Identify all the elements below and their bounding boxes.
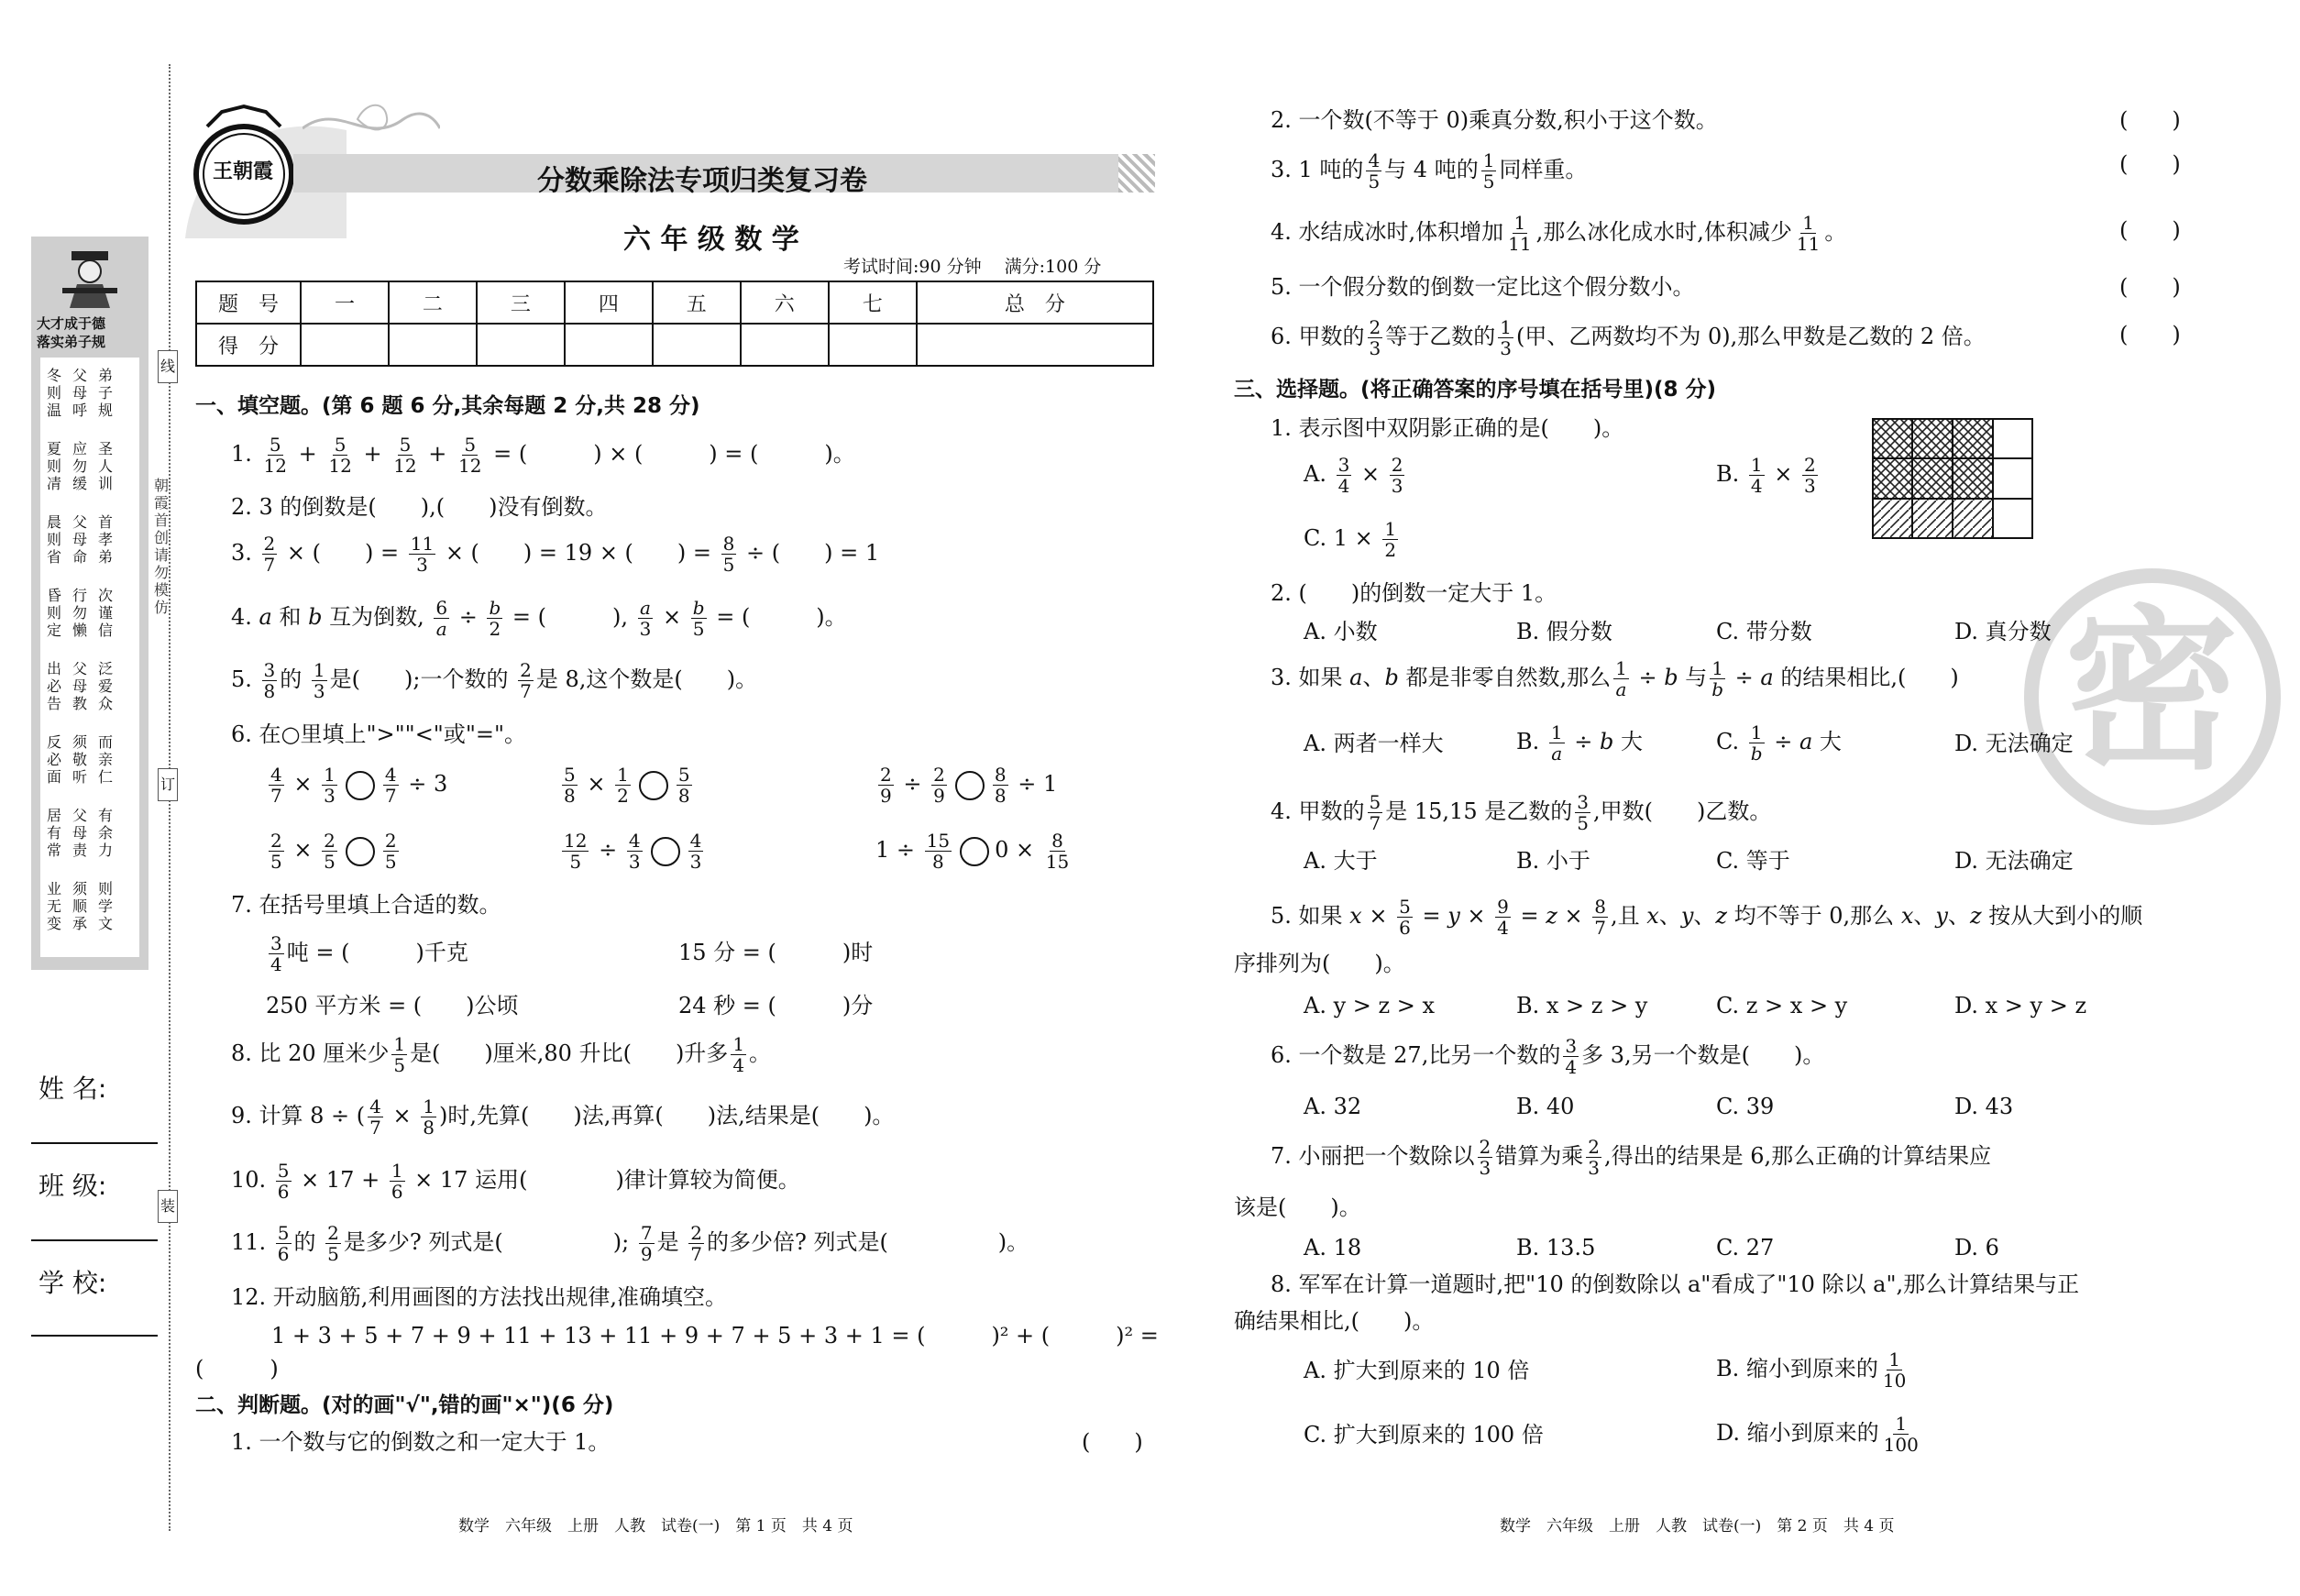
sidebar-verse: 弟子规 — [97, 367, 113, 419]
judge-1-answer[interactable]: ( ) — [1082, 1429, 1143, 1455]
q12-end: ( ) — [195, 1356, 279, 1381]
sidebar-verse: 父母教 — [72, 660, 87, 712]
choice-3-d: D. 无法确定 — [1954, 731, 2074, 756]
choice-option[interactable]: C. 等于 — [1716, 848, 1790, 874]
score-table — [195, 281, 1154, 367]
sidebar-verse: 父母呼 — [72, 367, 87, 419]
section-1-heading: 一、填空题。(第 6 题 6 分,其余每题 2 分,共 28 分) — [195, 394, 700, 418]
score-header-cell: 五 — [653, 281, 741, 324]
sidebar-verse: 业无变 — [46, 880, 61, 932]
choice-5-cont: 序排列为( )。 — [1234, 951, 1405, 976]
question-1-11: 11. $\frac{5}{6}$ 的 $\frac{2}{5}$ 是多少? 列式是( ); $\frac{7}{9}$ 是 $\frac{2}{7}$ 的多少倍? 列式是( )。 — [231, 1222, 1029, 1265]
footer-right: 数学 六年级 上册 人教 试卷(一) 第 2 页 共 4 页 — [1500, 1517, 1895, 1535]
judge-answer-paren[interactable]: ( ) — [2119, 217, 2181, 243]
choice-8-a: A. 扩大到原来的 10 倍 — [1304, 1358, 1530, 1383]
sidebar-verse: 晨则省 — [46, 513, 61, 566]
line-mark-3: 装 — [158, 1190, 178, 1223]
choice-option[interactable]: A. y > z > x — [1304, 993, 1436, 1018]
class-label: 班 级: — [39, 1171, 107, 1201]
judge-2: 2. 一个数(不等于 0)乘真分数,积小于这个数。 — [1271, 107, 1718, 133]
choice-5: 5. 如果 x × $\frac{5}{6}$ = y × $\frac{9}{4}$ = z × $\frac{8}{7}$ ,且 x、y、z 均不等于 0,那么 x、y、z 按从大到小的顺 — [1271, 896, 2143, 939]
choice-8-b: B. 缩小到原来的 $\frac{1}{10}$ — [1716, 1348, 1907, 1392]
choice-8-line2: 确结果相比,( )。 — [1234, 1308, 1435, 1334]
compare-3: $\frac{2}{9}$ ÷ $\frac{2}{9}$ $\frac{8}{8}$ ÷ 1 — [880, 764, 1058, 807]
score-cell[interactable] — [477, 324, 565, 366]
section-2-heading: 二、判断题。(对的画"√",错的画"×")(6 分) — [195, 1393, 614, 1417]
sidebar-motto-1: 大才成于德 — [37, 315, 106, 332]
sidebar-verse: 出必告 — [46, 660, 61, 712]
choice-7-cont: 该是( )。 — [1234, 1194, 1361, 1220]
choice-3-b: B. $\frac{1}{a}$ ÷ b 大 — [1516, 721, 1644, 765]
choice-option[interactable]: B. 13.5 — [1516, 1235, 1596, 1260]
choice-option[interactable]: A. 大于 — [1304, 848, 1378, 874]
sidebar-motto-2: 落实弟子规 — [37, 334, 106, 350]
choice-3-c: C. $\frac{1}{b}$ ÷ a 大 — [1716, 721, 1842, 765]
sidebar-verse: 应勿缓 — [72, 440, 87, 492]
question-1-10: 10. $\frac{5}{6}$ × 17 + $\frac{1}{6}$ × 17 运用( )律计算较为简便。 — [231, 1160, 800, 1203]
judge-1: 1. 一个数与它的倒数之和一定大于 1。 — [231, 1429, 611, 1455]
sidebar-verse: 夏则凊 — [46, 440, 61, 492]
choice-2: 2. ( )的倒数一定大于 1。 — [1271, 580, 1557, 606]
choice-6: 6. 一个数是 27,比另一个数的 $\frac{3}{4}$ 多 3,另一个数是( )。 — [1271, 1035, 1825, 1078]
choice-4: 4. 甲数的 $\frac{5}{7}$ 是 15,15 是乙数的 $\frac{3}{5}$ ,甲数( )乙数。 — [1271, 791, 1772, 834]
question-1-2: 2. 3 的倒数是( ),( )没有倒数。 — [231, 494, 608, 520]
question-1-8: 8. 比 20 厘米少 $\frac{1}{5}$ 是( )厘米,80 升比( )升多 $\frac{1}{4}$ 。 — [231, 1033, 772, 1076]
choice-option[interactable]: B. 小于 — [1516, 848, 1590, 874]
shaded-grid-figure — [1872, 418, 2033, 543]
question-1-4: 4. a 和 b 互为倒数, $\frac{6}{a}$ ÷ $\frac{b}{2}$ = ( ), $\frac{a}{3}$ × $\frac{b}{5}$ = ( )。 — [231, 597, 847, 640]
score-cell[interactable] — [389, 324, 477, 366]
choice-8-c: C. 扩大到原来的 100 倍 — [1304, 1422, 1544, 1447]
ribbon-decoration — [303, 101, 440, 156]
choice-option[interactable]: A. 32 — [1304, 1094, 1362, 1119]
line-mark-1: 线 — [158, 350, 178, 383]
sidebar-verse: 圣人训 — [97, 440, 113, 492]
sidebar-verse: 而亲仁 — [97, 733, 113, 786]
confidential-stamp — [2024, 568, 2281, 825]
q7-item-c: 250 平方米 = ( )公顷 — [266, 993, 519, 1018]
compare-circle[interactable] — [346, 771, 375, 800]
sidebar-verse: 须顺承 — [72, 880, 87, 932]
judge-4: 4. 水结成冰时,体积增加 $\frac{1}{11}$ ,那么冰化成水时,体积减少 $\frac{1}{11}$ 。 — [1271, 212, 1847, 255]
sidebar-verse: 须敬听 — [72, 733, 87, 786]
compare-2: $\frac{5}{8}$ × $\frac{1}{2}$ $\frac{5}{8}$ — [564, 764, 690, 807]
choice-3: 3. 如果 a、b 都是非零自然数,那么 $\frac{1}{a}$ ÷ b 与 $\frac{1}{b}$ ÷ a 的结果相比,( ) — [1271, 657, 1959, 700]
score-header-cell: 六 — [741, 281, 829, 324]
compare-1: $\frac{4}{7}$ × $\frac{1}{3}$ $\frac{4}{7}$ ÷ 3 — [270, 764, 448, 807]
line-mark-2: 订 — [158, 768, 178, 801]
choice-1-a: A. $\frac{3}{4}$ × $\frac{2}{3}$ — [1304, 454, 1403, 497]
q7-item-d: 24 秒 = ( )分 — [678, 993, 874, 1018]
score-label: 得 分 — [196, 324, 301, 366]
exam-info: 考试时间:90 分钟 满分:100 分 — [843, 257, 1102, 277]
title-bar-dots — [1118, 154, 1155, 193]
compare-circle[interactable] — [651, 837, 680, 866]
judge-answer-paren[interactable]: ( ) — [2119, 151, 2181, 177]
question-1-5: 5. $\frac{3}{8}$ 的 $\frac{1}{3}$ 是( );一个数的 $\frac{2}{7}$ 是 8,这个数是( )。 — [231, 659, 758, 702]
question-1-9: 9. 计算 8 ÷ ( $\frac{4}{7}$ × $\frac{1}{8}$ )时,先算( )法,再算( )法,结果是( )。 — [231, 1095, 895, 1139]
sidebar-verse: 冬则温 — [46, 367, 61, 419]
choice-option[interactable]: C. z > x > y — [1716, 993, 1848, 1018]
subject-title: 六 年 级 数 学 — [623, 224, 799, 256]
choice-option[interactable]: C. 27 — [1716, 1235, 1775, 1260]
choice-1-c: C. 1 × $\frac{1}{2}$ — [1304, 518, 1397, 561]
choice-option[interactable]: D. 真分数 — [1954, 619, 2052, 644]
q7-item-b: 15 分 = ( )时 — [678, 940, 874, 965]
score-cell[interactable] — [653, 324, 741, 366]
name-line[interactable] — [31, 1142, 158, 1144]
compare-circle[interactable] — [346, 837, 375, 866]
logo-text: 王朝霞 — [213, 160, 274, 183]
choice-option[interactable]: B. 40 — [1516, 1094, 1575, 1119]
compare-5: $\frac{12}{5}$ ÷ $\frac{4}{3}$ $\frac{4}{3}$ — [564, 830, 702, 873]
name-label: 姓 名: — [39, 1073, 107, 1104]
judge-5: 5. 一个假分数的倒数一定比这个假分数小。 — [1271, 274, 1695, 300]
stamp-text: 密 — [2064, 590, 2239, 793]
question-1-6: 6. 在○里填上">""<"或"="。 — [231, 721, 527, 747]
compare-6: 1 ÷ $\frac{15}{8}$ 0 × $\frac{8}{15}$ — [875, 830, 1070, 873]
score-header-cell: 总 分 — [917, 281, 1153, 324]
q7-item-a-text: 吨 = ( )千克 — [286, 940, 468, 965]
question-1-3: 3. $\frac{2}{7}$ × ( ) = $\frac{11}{3}$ × ( ) = 19 × ( ) = $\frac{8}{5}$ ÷ ( ) = 1 — [231, 533, 880, 576]
question-1-12: 12. 开动脑筋,利用画图的方法找出规律,准确填空。 — [231, 1284, 728, 1310]
choice-option[interactable]: A. 小数 — [1304, 619, 1378, 644]
question-1-1: 1. $\frac{5}{12}$ + $\frac{5}{12}$ + $\frac{5}{12}$ + $\frac{5}{12}$ = ( ) × ( ) = ( )。 — [231, 434, 855, 477]
compare-circle[interactable] — [960, 837, 989, 866]
judge-3: 3. 1 吨的 $\frac{4}{5}$ 与 4 吨的 $\frac{1}{5}$ 同样重。 — [1271, 149, 1588, 193]
score-cell[interactable] — [917, 324, 1153, 366]
question-1-7: 7. 在括号里填上合适的数。 — [231, 892, 501, 918]
sidebar-verse: 次谨信 — [97, 587, 113, 639]
choice-option[interactable]: C. 39 — [1716, 1094, 1775, 1119]
score-header-cell: 二 — [389, 281, 477, 324]
compare-circle[interactable] — [955, 771, 985, 800]
score-cell[interactable] — [741, 324, 829, 366]
compare-circle[interactable] — [639, 771, 668, 800]
score-header-cell: 一 — [301, 281, 389, 324]
section-3-heading: 三、选择题。(将正确答案的序号填在括号里)(8 分) — [1234, 378, 1717, 402]
sidebar-verse: 反必面 — [46, 733, 61, 786]
choice-option[interactable]: A. 18 — [1304, 1235, 1362, 1260]
choice-option[interactable]: B. 假分数 — [1516, 619, 1612, 644]
compare-4: $\frac{2}{5}$ × $\frac{2}{5}$ $\frac{2}{5}$ — [270, 830, 397, 873]
score-cell[interactable] — [829, 324, 917, 366]
judge-answer-paren[interactable]: ( ) — [2119, 322, 2181, 347]
sidebar-verse: 昏则定 — [46, 587, 61, 639]
choice-8-d: D. 缩小到原来的 $\frac{1}{100}$ — [1716, 1413, 1919, 1456]
q7-item-a: $\frac{3}{4}$ 吨 = ( )千克 — [270, 932, 468, 975]
footer-left: 数学 六年级 上册 人教 试卷(一) 第 1 页 共 4 页 — [458, 1517, 853, 1535]
choice-option[interactable]: D. x > y > z — [1954, 993, 2087, 1018]
choice-option[interactable]: D. 无法确定 — [1954, 848, 2074, 874]
sidebar-verse: 有余力 — [97, 807, 113, 859]
page-title: 分数乘除法专项归类复习卷 — [537, 165, 867, 197]
choice-1-b: B. $\frac{1}{4}$ × $\frac{2}{3}$ — [1716, 454, 1816, 497]
sidebar-verse: 泛爱众 — [97, 660, 113, 712]
score-cell[interactable] — [301, 324, 389, 366]
choice-option[interactable]: B. x > z > y — [1516, 993, 1648, 1018]
choice-7: 7. 小丽把一个数除以 $\frac{2}{3}$ 错算为乘 $\frac{2}{3}$ ,得出的结果是 6,那么正确的计算结果应 — [1271, 1136, 1992, 1179]
score-header-cell: 三 — [477, 281, 565, 324]
score-header-cell: 四 — [565, 281, 653, 324]
sidebar-verse: 父母责 — [72, 807, 87, 859]
sidebar-verse: 则学文 — [97, 880, 113, 932]
judge-answer-paren[interactable]: ( ) — [2119, 107, 2181, 133]
choice-option[interactable]: D. 43 — [1954, 1094, 2014, 1119]
school-line[interactable] — [31, 1335, 158, 1337]
judge-6: 6. 甲数的 $\frac{2}{3}$ 等于乙数的 $\frac{1}{3}$ (甲、乙两数均不为 0),那么甲数是乙数的 2 倍。 — [1271, 316, 1986, 359]
choice-1: 1. 表示图中双阴影正确的是( )。 — [1271, 415, 1624, 441]
sidebar-verse: 行勿懒 — [72, 587, 87, 639]
choice-8-line1: 8. 军军在计算一道题时,把"10 的倒数除以 a"看成了"10 除以 a",那么计算结果与正 — [1271, 1271, 2080, 1297]
sidebar-verse: 居有常 — [46, 807, 61, 859]
choice-3-a: A. 两者一样大 — [1304, 731, 1444, 756]
judge-answer-paren[interactable]: ( ) — [2119, 274, 2181, 300]
sidebar-verse: 父母命 — [72, 513, 87, 566]
choice-option[interactable]: C. 带分数 — [1716, 619, 1812, 644]
class-line[interactable] — [31, 1239, 158, 1241]
choice-option[interactable]: D. 6 — [1954, 1235, 1999, 1260]
school-label: 学 校: — [39, 1268, 107, 1298]
sidebar-verse: 首孝弟 — [97, 513, 113, 566]
score-header-label: 题 号 — [196, 281, 301, 324]
notice-vertical: 朝霞首创 请勿模仿 — [153, 477, 169, 616]
q12-expression: 1 + 3 + 5 + 7 + 9 + 11 + 13 + 11 + 9 + 7 + 5 + 3 + 1 = ( )² + ( )² = — [271, 1323, 1159, 1348]
scholar-icon — [59, 248, 121, 310]
score-header-cell: 七 — [829, 281, 917, 324]
score-cell[interactable] — [565, 324, 653, 366]
